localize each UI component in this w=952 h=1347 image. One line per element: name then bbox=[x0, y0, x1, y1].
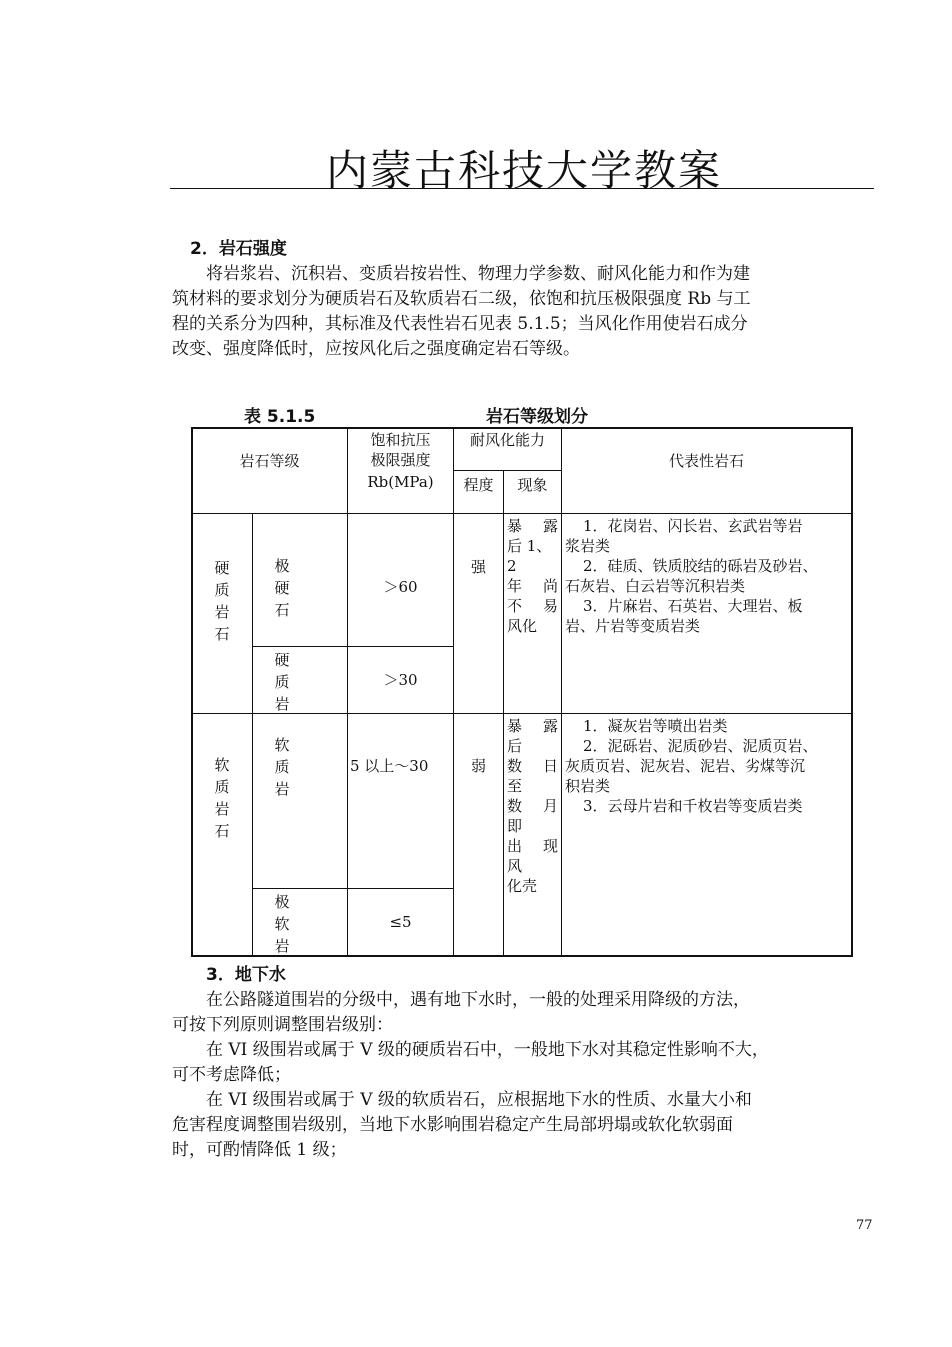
header-representative: 代表性岩石 bbox=[668, 452, 744, 470]
paragraph-line: 筑材料的要求划分为硬质岩石及软质岩石二级，依饱和抗压极限强度 Rb 与工 bbox=[172, 289, 751, 309]
table-title: 岩石等级划分 bbox=[486, 407, 588, 427]
strength-very-soft: ≤5 bbox=[389, 913, 412, 931]
section-2-heading: 2．岩石强度 bbox=[190, 239, 287, 259]
paragraph-line: 程的关系分为四种，其标准及代表性岩石见表 5.1.5；当风化作用使岩石成分 bbox=[172, 314, 748, 334]
table-rule bbox=[453, 427, 454, 955]
paragraph-line: 在 VI 级围岩或属于 V 级的软质岩石，应根据地下水的性质、水量大小和 bbox=[206, 1090, 752, 1110]
subgrade-very-hard: 极 硬 石 bbox=[274, 557, 290, 619]
paragraph-line: 可按下列原则调整围岩级别： bbox=[172, 1015, 393, 1035]
header-weathering: 耐风化能力 bbox=[469, 431, 545, 449]
table-rule bbox=[503, 470, 504, 955]
paragraph-line: 改变、强度降低时，应按风化后之强度确定岩石等级。 bbox=[172, 339, 580, 359]
paragraph-line: 在公路隧道围岩的分级中，遇有地下水时，一般的处理采用降级的方法， bbox=[206, 990, 750, 1010]
paragraph-line: 在 VI 级围岩或属于 V 级的硬质岩石中，一般地下水对其稳定性影响不大， bbox=[206, 1040, 769, 1060]
subgrade-very-soft: 极 软 岩 bbox=[274, 893, 290, 955]
section-2-paragraph bbox=[172, 262, 858, 362]
paragraph-line: 时，可酌情降低 1 级； bbox=[172, 1140, 347, 1160]
group-hard-rock: 硬 质 岩 石 bbox=[214, 559, 230, 643]
degree-soft: 弱 bbox=[470, 757, 486, 775]
table-rule bbox=[252, 646, 454, 647]
header-degree: 程度 bbox=[463, 476, 494, 494]
rocks-soft: 1．凝灰岩等喷出岩类 2．泥砾岩、泥质砂岩、泥质页岩、 灰质页岩、泥灰岩、泥岩、劣煤等沉 积岩类 3．云母片岩和千枚岩等变质岩类 bbox=[565, 717, 818, 815]
subgrade-soft: 软 质 岩 bbox=[274, 736, 290, 798]
table-rule bbox=[191, 513, 853, 514]
header-strength: 饱和抗压 极限强度 Rb(MPa) bbox=[367, 431, 434, 491]
phenomenon-soft: 暴 露 后 数 日 至 数 月 即 出 现 风 化壳 bbox=[507, 717, 558, 895]
header-rule bbox=[170, 188, 874, 189]
table-rule bbox=[252, 888, 454, 889]
table-number: 表 5.1.5 bbox=[244, 407, 316, 427]
paragraph-line: 将岩浆岩、沉积岩、变质岩按岩性、物理力学参数、耐风化能力和作为建 bbox=[206, 264, 750, 284]
header-phenomenon: 现象 bbox=[517, 476, 548, 494]
paragraph-line: 可不考虑降低； bbox=[172, 1065, 291, 1085]
degree-hard: 强 bbox=[470, 558, 486, 576]
strength-soft: 5 以上～30 bbox=[350, 757, 429, 775]
page-number: 77 bbox=[856, 1218, 873, 1233]
section-3-heading: 3．地下水 bbox=[206, 965, 286, 985]
strength-very-hard: ＞60 bbox=[383, 578, 418, 596]
table-rule bbox=[347, 427, 348, 955]
table-border-left bbox=[191, 427, 193, 957]
rocks-hard: 1．花岗岩、闪长岩、玄武岩等岩 浆岩类 2．硅质、铁质胶结的砾岩及砂岩、 石灰岩、白云岩等沉积岩类 3．片麻岩、石英岩、大理岩、板 岩、片岩等变质岩类 bbox=[565, 517, 818, 635]
header-grade: 岩石等级 bbox=[239, 452, 300, 470]
table-border-right bbox=[851, 427, 853, 957]
phenomenon-hard: 暴 露 后 1、2 年 尚 不 易 风化 bbox=[507, 517, 558, 635]
section-3-paragraphs bbox=[172, 988, 858, 1163]
subgrade-hard: 硬 质 岩 bbox=[274, 651, 290, 713]
strength-hard: ＞30 bbox=[383, 671, 418, 689]
table-border-top bbox=[191, 427, 853, 429]
group-soft-rock: 软 质 岩 石 bbox=[214, 756, 230, 840]
table-rule bbox=[561, 427, 562, 955]
table-rule bbox=[453, 470, 562, 471]
paragraph-line: 危害程度调整围岩级别，当地下水影响围岩稳定产生局部坍塌或软化软弱面 bbox=[172, 1115, 733, 1135]
document-title: 内蒙古科技大学教案 bbox=[325, 146, 722, 195]
